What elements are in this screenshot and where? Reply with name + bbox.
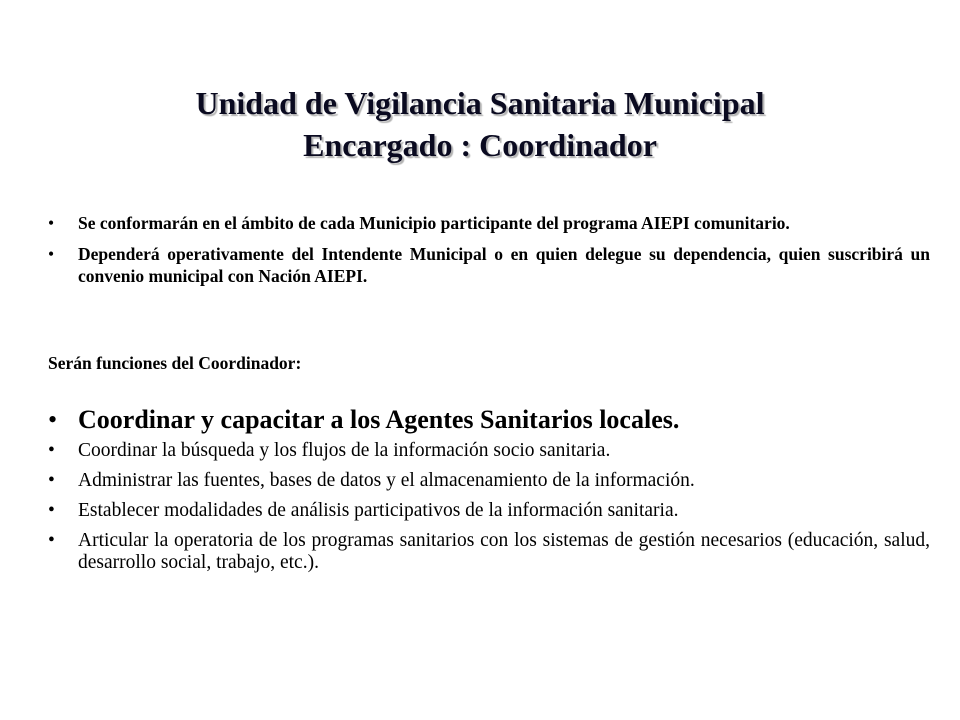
bullet-icon: • bbox=[48, 405, 58, 434]
title-line-2: Encargado : Coordinador bbox=[303, 127, 657, 163]
function-item-2 bbox=[48, 440, 930, 462]
functions-heading: Serán funciones del Coordinador: bbox=[48, 353, 302, 373]
bullet-icon: • bbox=[48, 470, 55, 491]
function-item-1 bbox=[48, 404, 930, 436]
bullet-icon: • bbox=[48, 244, 55, 264]
function-item-text: Coordinar la búsqueda y los flujos de la información socio sanitaria. bbox=[78, 440, 611, 461]
intro-item-1 bbox=[48, 212, 930, 234]
intro-item-2 bbox=[48, 243, 930, 287]
intro-item-text: Dependerá operativamente del Intendente Municipal o en quien delegue su dependencia, quien suscribirá un convenio municipal con Nación AIEPI. bbox=[78, 244, 930, 286]
function-item-3 bbox=[48, 470, 930, 492]
intro-bullet-list bbox=[48, 212, 930, 296]
function-item-4 bbox=[48, 500, 930, 522]
intro-item-text: Se conformarán en el ámbito de cada Municipio participante del programa AIEPI comunitario. bbox=[78, 213, 790, 233]
function-item-5 bbox=[48, 530, 930, 574]
bullet-icon: • bbox=[48, 530, 55, 551]
function-item-text: Administrar las fuentes, bases de datos y el almacenamiento de la información. bbox=[78, 470, 695, 491]
functions-bullet-list bbox=[48, 404, 930, 582]
title-line-1: Unidad de Vigilancia Sanitaria Municipal bbox=[195, 85, 765, 121]
slide-title bbox=[0, 82, 960, 166]
function-item-text: Establecer modalidades de análisis participativos de la información sanitaria. bbox=[78, 500, 679, 521]
function-item-text: Articular la operatoria de los programas sanitarios con los sistemas de gestión necesarios (educación, salud, desarrollo social, trabajo, etc.). bbox=[78, 530, 930, 573]
bullet-icon: • bbox=[48, 440, 55, 461]
bullet-icon: • bbox=[48, 213, 55, 233]
function-item-text: Coordinar y capacitar a los Agentes Sanitarios locales. bbox=[78, 405, 680, 434]
bullet-icon: • bbox=[48, 500, 55, 521]
